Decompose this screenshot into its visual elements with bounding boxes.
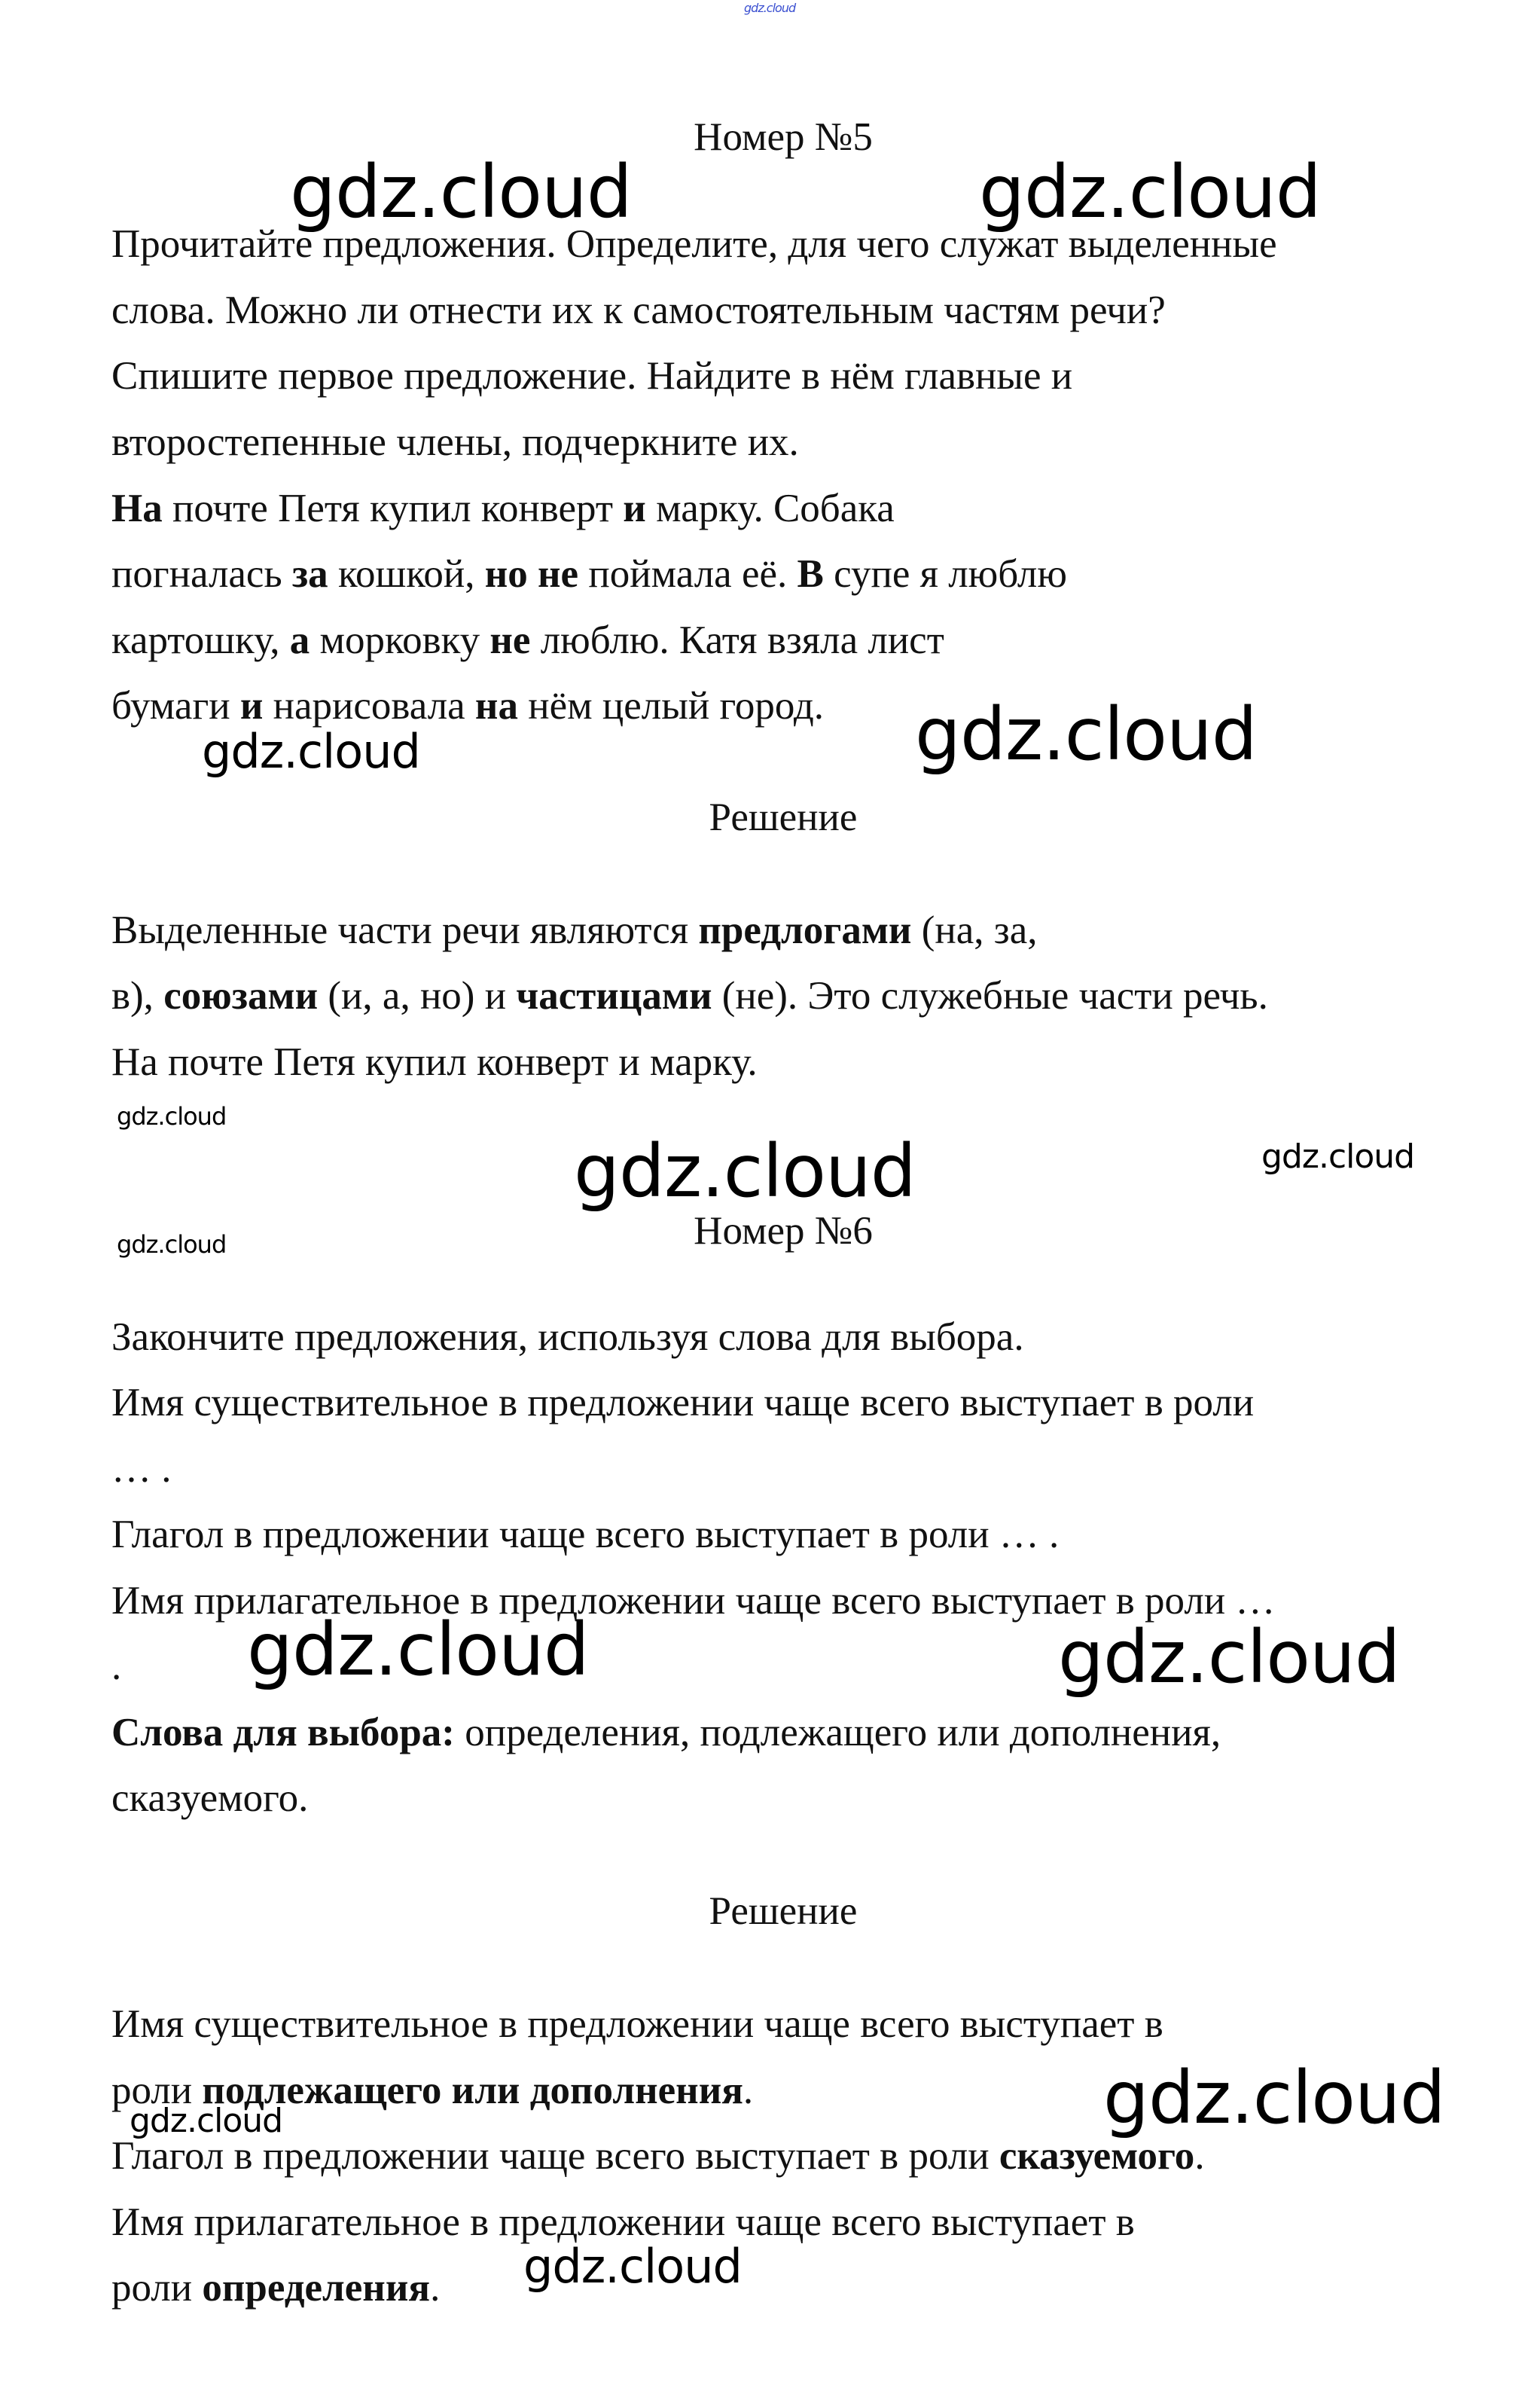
- task5-sentence-line: [111, 550, 1067, 598]
- plain-text: люблю. Катя взяла лист: [530, 618, 944, 662]
- watermark: gdz.cloud: [574, 1129, 916, 1214]
- task6-prompt-line: Имя существительное в предложении чаще всего выступает в роли: [111, 1381, 1255, 1424]
- plain-text: кошкой,: [328, 552, 485, 596]
- plain-text: почте Петя купил конверт: [162, 487, 624, 530]
- watermark: gdz.cloud: [979, 150, 1321, 234]
- task5-solution-title: Решение: [709, 795, 858, 839]
- plain-text: (не). Это служебные части речь.: [712, 974, 1268, 1018]
- plain-text: нём целый город.: [517, 684, 825, 728]
- highlight-word: определения: [202, 2266, 431, 2310]
- watermark-top: gdz.cloud: [744, 1, 796, 15]
- watermark: gdz.cloud: [247, 1608, 589, 1692]
- highlight-word: частицами: [516, 974, 712, 1018]
- highlight-word: не: [489, 618, 531, 662]
- highlight-word: и: [239, 684, 264, 728]
- highlight-word: подлежащего или дополнения: [202, 2069, 743, 2112]
- watermark: gdz.cloud: [117, 1102, 227, 1131]
- highlight-word: сказуемого: [999, 2134, 1195, 2178]
- task6-prompt-line: Глагол в предложении чаще всего выступает в роли … .: [111, 1513, 1060, 1556]
- highlight-word: за: [291, 552, 328, 596]
- highlight-word: но не: [484, 552, 579, 596]
- task5-sentence-line: [111, 484, 895, 533]
- choices-label: Слова для выбора:: [111, 1711, 455, 1754]
- highlight-word: На: [111, 487, 163, 530]
- highlight-word: на: [474, 684, 518, 728]
- task6-prompt-line: Закончите предложения, используя слова для выбора.: [111, 1315, 1024, 1359]
- highlight-word: В: [797, 552, 824, 596]
- plain-text: роли: [111, 2069, 203, 2112]
- task6-choices-line: [111, 1708, 1221, 1757]
- task6-choices-line: сказуемого.: [111, 1776, 309, 1820]
- plain-text: определения, подлежащего или дополнения,: [454, 1711, 1221, 1754]
- task6-prompt-line: Имя прилагательное в предложении чаще всего выступает в роли …: [111, 1579, 1276, 1623]
- task6-solution-line: Имя прилагательное в предложении чаще всего выступает в: [111, 2200, 1135, 2244]
- plain-text: морковку: [310, 618, 490, 662]
- plain-text: марку. Собака: [645, 487, 895, 530]
- plain-text: роли: [111, 2266, 203, 2310]
- plain-text: .: [1194, 2134, 1205, 2178]
- watermark: gdz.cloud: [523, 2239, 742, 2294]
- plain-text: погналась: [111, 552, 292, 596]
- task5-solution-line: [111, 972, 1268, 1020]
- watermark: gdz.cloud: [290, 150, 632, 234]
- plain-text: картошку,: [111, 618, 290, 662]
- task6-solution-line: Имя существительное в предложении чаще всего выступает в: [111, 2002, 1163, 2046]
- watermark: gdz.cloud: [1103, 2056, 1445, 2140]
- plain-text: поймала её.: [578, 552, 797, 596]
- task5-prompt-line: второстепенные члены, подчеркните их.: [111, 420, 799, 464]
- task6-solution-title: Решение: [709, 1889, 858, 1933]
- task5-sentence-line: [111, 616, 944, 664]
- plain-text: нарисовала: [263, 684, 475, 728]
- plain-text: бумаги: [111, 684, 240, 728]
- plain-text: (на, за,: [911, 908, 1038, 952]
- watermark: gdz.cloud: [117, 1230, 227, 1259]
- task6-solution-line: [111, 2264, 440, 2312]
- plain-text: Глагол в предложении чаще всего выступает в роли: [111, 2134, 999, 2178]
- plain-text: Выделенные части речи являются: [111, 908, 699, 952]
- task5-title: Номер №5: [694, 115, 873, 159]
- watermark: gdz.cloud: [1058, 1615, 1400, 1699]
- task5-sentence-line: [111, 682, 824, 730]
- plain-text: супе я люблю: [823, 552, 1067, 596]
- plain-text: в),: [111, 974, 164, 1018]
- highlight-word: союзами: [163, 974, 319, 1018]
- task6-prompt-line: .: [111, 1644, 122, 1688]
- watermark: gdz.cloud: [202, 724, 420, 779]
- plain-text: (и, а, но) и: [318, 974, 517, 1018]
- task6-prompt-line: … .: [111, 1447, 172, 1491]
- highlight-word: и: [623, 487, 646, 530]
- task5-prompt-line: Прочитайте предложения. Определите, для чего служат выделенные: [111, 222, 1277, 266]
- task5-prompt-line: слова. Можно ли отнести их к самостоятельным частям речи?: [111, 289, 1166, 332]
- watermark: gdz.cloud: [915, 692, 1257, 777]
- plain-text: .: [430, 2266, 441, 2310]
- watermark: gdz.cloud: [1261, 1137, 1415, 1176]
- highlight-word: а: [289, 618, 310, 662]
- task5-solution-line: На почте Петя купил конверт и марку.: [111, 1040, 758, 1084]
- plain-text: .: [743, 2069, 754, 2112]
- task5-solution-line: [111, 906, 1037, 954]
- watermark: gdz.cloud: [130, 2102, 283, 2140]
- task6-title: Номер №6: [694, 1209, 873, 1253]
- task5-prompt-line: Спишите первое предложение. Найдите в нём главные и: [111, 354, 1073, 398]
- highlight-word: предлогами: [698, 908, 912, 952]
